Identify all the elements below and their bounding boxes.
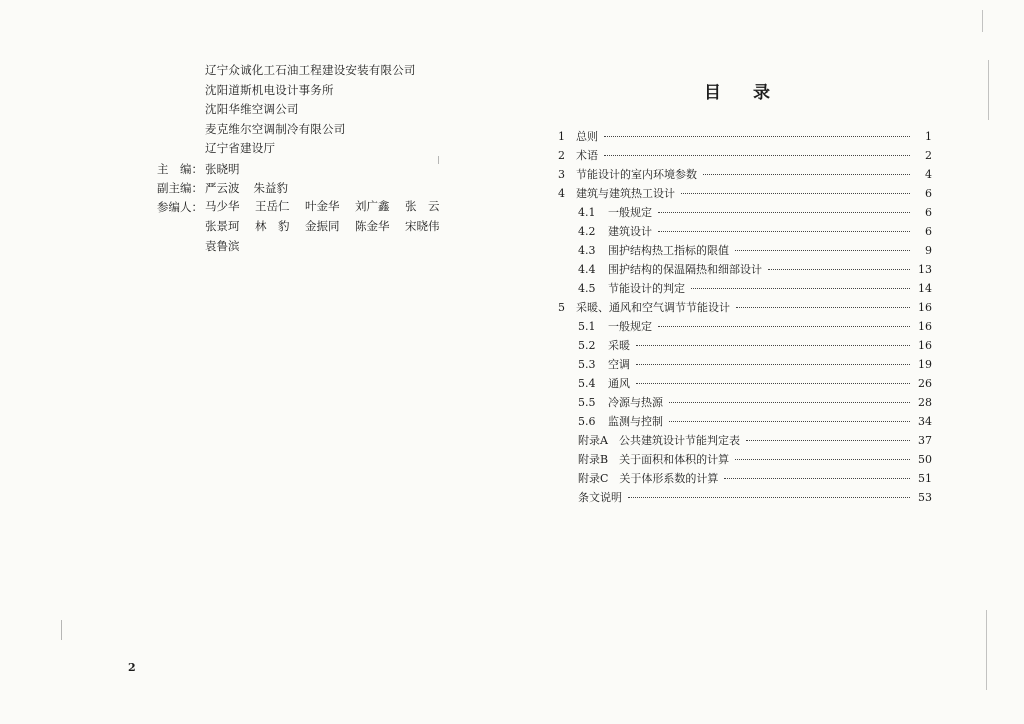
contributor-name: 刘广鑫 xyxy=(355,199,390,213)
toc-entry-page: 4 xyxy=(925,168,932,181)
toc-entry-page: 26 xyxy=(918,377,932,390)
contributors-list xyxy=(205,196,455,256)
toc-entry-title: 采暖、通风和空气调节节能设计 xyxy=(576,301,730,314)
organization-item: 沈阳华维空调公司 xyxy=(205,102,299,116)
toc-entry-page: 50 xyxy=(918,453,932,466)
toc-dot-leader xyxy=(628,497,910,498)
toc-title: 目录 xyxy=(704,83,802,103)
toc-entry xyxy=(558,280,932,299)
toc-entry-page: 6 xyxy=(925,225,932,238)
deputy-editor-role: 副主编： xyxy=(157,181,203,195)
contributor-name: 金振同 xyxy=(305,219,340,233)
contributor-name: 宋晓伟 xyxy=(405,219,440,233)
toc-entry-title: 一般规定 xyxy=(608,206,652,219)
toc-entry-number: 4 xyxy=(558,187,565,200)
toc-entry-title: 围护结构的保温隔热和细部设计 xyxy=(608,263,762,276)
toc-dot-leader xyxy=(724,478,910,479)
toc-entry xyxy=(558,261,932,280)
toc-entry xyxy=(558,337,932,356)
page-number: 2 xyxy=(128,661,136,674)
toc-entry-number: 5 xyxy=(558,301,565,314)
toc-entry xyxy=(558,470,932,489)
toc-entry xyxy=(558,489,932,508)
toc-entry-page: 28 xyxy=(918,396,932,409)
editor-row xyxy=(157,161,254,177)
toc-entry-number: 4.4 xyxy=(578,263,596,276)
toc-entry-number: 4.2 xyxy=(578,225,596,238)
toc-entry xyxy=(558,356,932,375)
scan-speck xyxy=(438,156,439,164)
contributor-name: 马少华 xyxy=(205,199,240,213)
organization-item: 沈阳道斯机电设计事务所 xyxy=(205,82,334,97)
toc-dot-leader xyxy=(746,440,910,441)
deputy-editor-name: 严云波 xyxy=(205,181,240,195)
toc-entry-page: 16 xyxy=(918,320,932,333)
toc-entry-number: 5.2 xyxy=(578,339,596,352)
toc-entry xyxy=(558,223,932,242)
organization-item: 辽宁省建设厅 xyxy=(205,141,276,155)
toc-entry-title: 空调 xyxy=(608,358,630,371)
toc-entry-title: 附录B 关于面积和体积的计算 xyxy=(578,453,730,466)
toc-entry-number: 4.1 xyxy=(578,206,596,219)
toc-entry-number: 3 xyxy=(558,168,565,181)
toc-dot-leader xyxy=(669,421,910,422)
toc-entry-page: 14 xyxy=(918,282,932,295)
toc-entry-title: 术语 xyxy=(576,149,598,162)
toc-entry-page: 2 xyxy=(925,149,932,162)
editor-role: 主 编： xyxy=(157,162,203,176)
contributor-name: 袁鲁滨 xyxy=(205,239,240,253)
toc-entry xyxy=(558,185,932,204)
contributor-name: 叶金华 xyxy=(305,199,340,213)
toc-entry-number: 2 xyxy=(558,149,565,162)
toc-entry xyxy=(558,299,932,318)
toc-entry-title: 围护结构热工指标的限值 xyxy=(608,244,729,257)
toc-entry-title: 附录A 公共建筑设计节能判定表 xyxy=(578,434,740,447)
toc-dot-leader xyxy=(681,193,910,194)
toc-entry-page: 16 xyxy=(918,339,932,352)
toc-entry xyxy=(558,242,932,261)
toc-entry-title: 节能设计的判定 xyxy=(608,282,685,295)
toc-dot-leader xyxy=(669,402,910,403)
toc-entry-page: 19 xyxy=(918,358,932,371)
organization-item: 辽宁众诚化工石油工程建设安装有限公司 xyxy=(205,63,416,77)
toc-entry-number: 1 xyxy=(558,130,565,143)
toc-entry-page: 9 xyxy=(925,244,932,257)
contributor-name: 张景珂 xyxy=(205,219,240,233)
contributors-role-row xyxy=(157,199,205,215)
scan-edge-mark xyxy=(982,10,983,32)
toc-entry-page: 1 xyxy=(925,130,932,143)
toc-dot-leader xyxy=(735,250,910,251)
toc-entry-title: 建筑与建筑热工设计 xyxy=(576,187,675,200)
toc-entry-page: 13 xyxy=(918,263,932,276)
contributor-name: 张 云 xyxy=(405,199,440,213)
toc-dot-leader xyxy=(736,307,910,308)
scan-edge-mark xyxy=(988,60,989,120)
toc-entry-page: 16 xyxy=(918,301,932,314)
toc-entry-page: 6 xyxy=(925,187,932,200)
toc-dot-leader xyxy=(703,174,910,175)
toc-entry-title: 监测与控制 xyxy=(608,415,663,428)
toc-entry-title: 建筑设计 xyxy=(608,225,652,238)
toc-dot-leader xyxy=(658,326,910,327)
toc-entry-number: 5.5 xyxy=(578,396,596,409)
toc-entry-title: 采暖 xyxy=(608,339,630,352)
toc-entry xyxy=(558,147,932,166)
toc-entry xyxy=(558,128,932,147)
toc-entry-title: 总则 xyxy=(576,130,598,143)
scan-edge-mark xyxy=(986,610,987,690)
editor-name: 张晓明 xyxy=(205,162,240,176)
toc-dot-leader xyxy=(604,155,910,156)
toc-dot-leader xyxy=(658,231,910,232)
contributor-name: 陈金华 xyxy=(355,219,390,233)
toc-entry-number: 5.6 xyxy=(578,415,596,428)
toc-entry-page: 51 xyxy=(918,472,932,485)
toc-entry-title: 通风 xyxy=(608,377,630,390)
toc-dot-leader xyxy=(658,212,910,213)
toc-entry xyxy=(558,413,932,432)
toc-entry-number: 4.5 xyxy=(578,282,596,295)
contributor-name: 王岳仁 xyxy=(255,199,290,213)
table-of-contents xyxy=(558,128,932,508)
toc-entry xyxy=(558,204,932,223)
toc-entry-page: 37 xyxy=(918,434,932,447)
toc-entry xyxy=(558,432,932,451)
contributors-role: 参编人： xyxy=(157,200,203,214)
toc-entry-number: 5.3 xyxy=(578,358,596,371)
deputy-editor-name: 朱益豹 xyxy=(253,181,288,195)
organization-list xyxy=(205,61,416,159)
deputy-editor-row xyxy=(157,180,302,196)
toc-dot-leader xyxy=(735,459,910,460)
toc-entry-number: 5.1 xyxy=(578,320,596,333)
toc-dot-leader xyxy=(636,383,910,384)
toc-entry-number: 5.4 xyxy=(578,377,596,390)
organization-item: 麦克维尔空调制冷有限公司 xyxy=(205,121,346,136)
toc-entry xyxy=(558,394,932,413)
toc-entry-page: 53 xyxy=(918,491,932,504)
toc-entry-page: 34 xyxy=(918,415,932,428)
toc-entry-title: 一般规定 xyxy=(608,320,652,333)
toc-entry-page: 6 xyxy=(925,206,932,219)
toc-dot-leader xyxy=(604,136,910,137)
toc-dot-leader xyxy=(636,345,910,346)
toc-dot-leader xyxy=(768,269,910,270)
scan-speck xyxy=(61,620,62,640)
toc-entry-title: 附录C 关于体形系数的计算 xyxy=(578,472,719,485)
toc-entry-title: 节能设计的室内环境参数 xyxy=(576,168,697,181)
toc-dot-leader xyxy=(636,364,910,365)
toc-entry-title: 冷源与热源 xyxy=(608,396,663,409)
toc-entry-number: 4.3 xyxy=(578,244,596,257)
toc-entry-title: 条文说明 xyxy=(578,491,622,504)
toc-dot-leader xyxy=(691,288,910,289)
right-page xyxy=(512,0,1024,724)
toc-entry xyxy=(558,318,932,337)
toc-entry xyxy=(558,451,932,470)
toc-entry xyxy=(558,375,932,394)
contributor-name: 林 豹 xyxy=(255,219,290,233)
toc-entry xyxy=(558,166,932,185)
